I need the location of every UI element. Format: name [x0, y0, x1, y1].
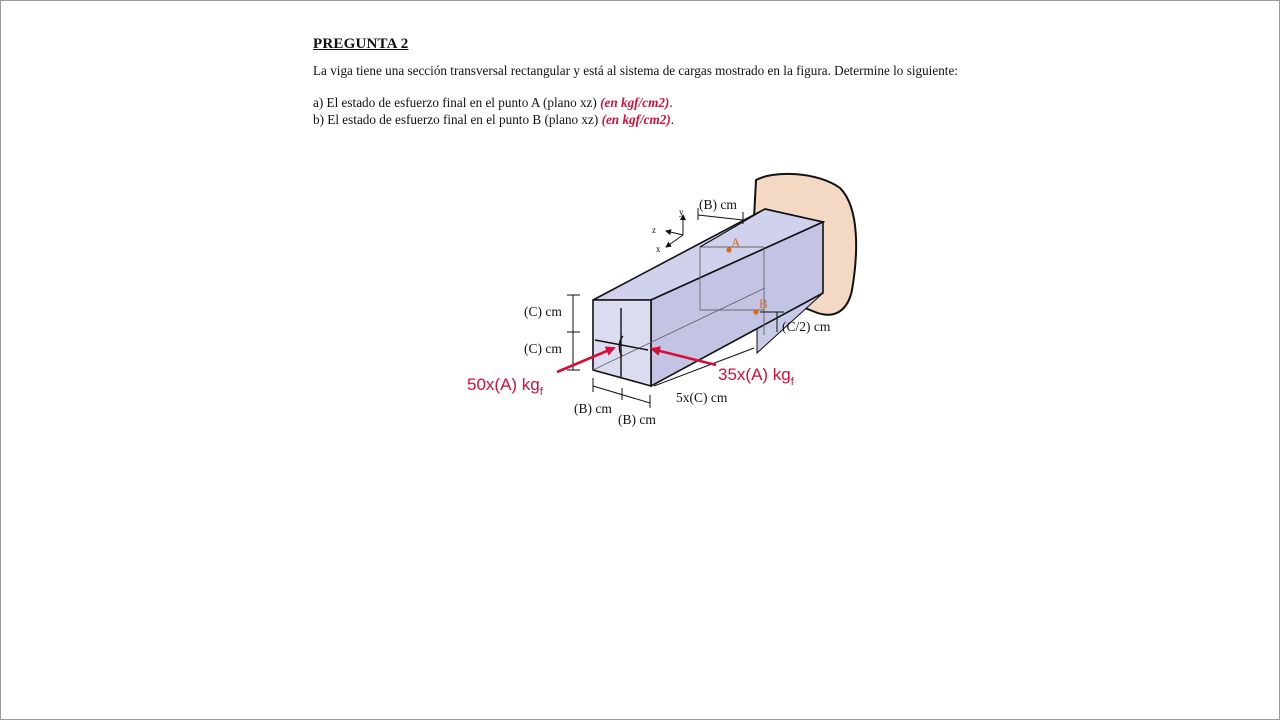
dim-b-left: (B) cm: [574, 401, 612, 416]
item-b-end: .: [670, 112, 675, 127]
item-a-end: .: [669, 95, 673, 110]
dim-top-b: (B) cm: [699, 197, 737, 212]
dim-c-upper: (C) cm: [524, 304, 562, 319]
dim-c-lower: (C) cm: [524, 341, 562, 356]
item-b-unit: (en kgf/cm2): [601, 112, 671, 127]
axis-y-label: y: [679, 207, 684, 217]
item-a-unit: (en kgf/cm2): [600, 95, 670, 110]
axis-x-label: x: [656, 244, 661, 254]
question-intro: La viga tiene una sección transversal rectangular y está al sistema de cargas mostrado en la figura. Determine lo siguiente:: [313, 63, 958, 78]
dim-length: 5x(C) cm: [676, 390, 728, 405]
item-a-text: a) El estado de esfuerzo final en el punto A (plano xz): [313, 95, 601, 110]
force-left-label: 50x(A) $kg_f$: [467, 375, 543, 398]
question-title: PREGUNTA 2: [313, 36, 409, 52]
dim-c-half: (C/2) cm: [782, 319, 831, 334]
question-item-b: [313, 112, 674, 128]
dim-b-right: (B) cm: [618, 412, 656, 427]
point-b-label: B: [759, 296, 768, 311]
question-item-a: [313, 95, 673, 111]
axis-z-label: z: [652, 225, 656, 235]
point-b-marker: [753, 309, 758, 314]
point-a-label: A: [731, 235, 741, 250]
beam-end-face: [593, 300, 651, 386]
item-b-text: b) El estado de esfuerzo final en el punto B (plano xz): [313, 112, 602, 127]
force-right-label: 35x(A) $kg_f$: [718, 365, 794, 388]
beam-figure: [440, 160, 870, 435]
